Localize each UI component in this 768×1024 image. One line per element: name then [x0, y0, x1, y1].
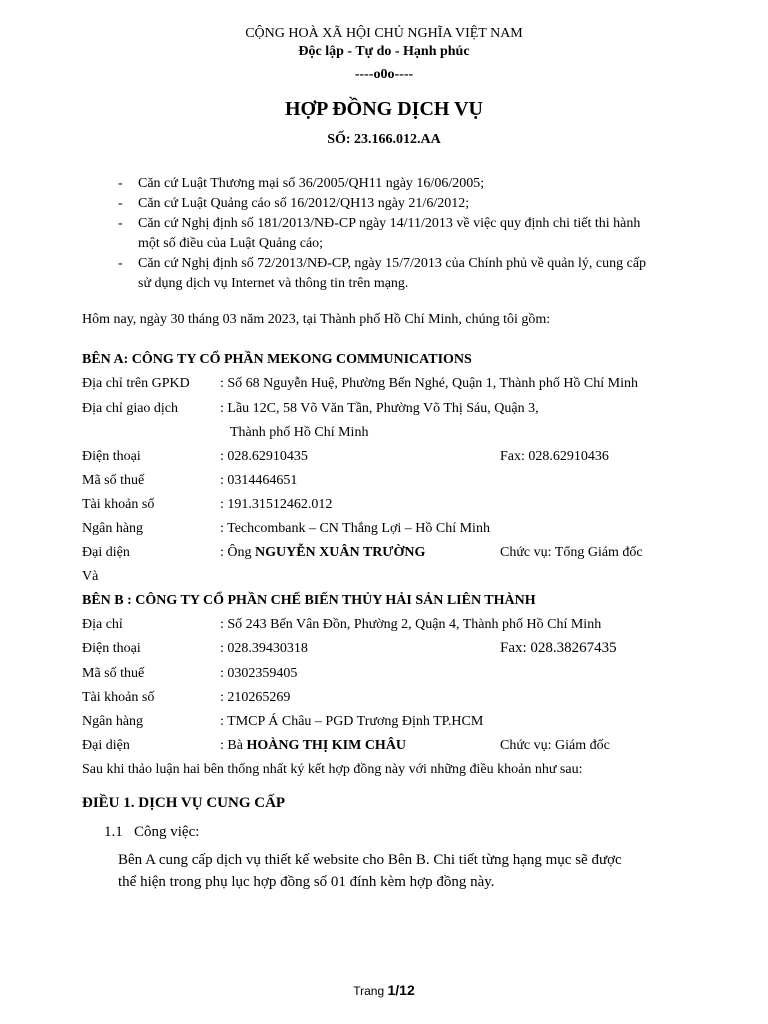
party-b-addr-label: Địa chỉ: [82, 617, 123, 632]
party-b-bank-label: Ngân hàng: [82, 714, 144, 729]
party-a-phone-label: Điện thoại: [82, 449, 141, 464]
header-divider: ----o0o----: [354, 67, 414, 82]
party-a-addr-trade-label: Địa chỉ giao dịch: [82, 401, 179, 416]
party-a-position: Chức vụ: Tổng Giám đốc: [500, 545, 643, 560]
party-a-heading: BÊN A: CÔNG TY CỔ PHẦN MEKONG COMMUNICATIONS: [82, 352, 472, 367]
party-a-addr-trade-cont: Thành phố Hồ Chí Minh: [230, 425, 369, 440]
contract-title: HỢP ĐỒNG DỊCH VỤ: [285, 98, 483, 120]
party-b-tax-label: Mã số thuế: [82, 666, 145, 681]
party-b-account: : 210265269: [220, 690, 291, 705]
party-a-bank-label: Ngân hàng: [82, 521, 144, 536]
party-a-fax: Fax: 028.62910436: [500, 449, 609, 464]
party-b-rep-name: HOÀNG THỊ KIM CHÂU: [246, 738, 407, 753]
party-b-phone-label: Điện thoại: [82, 641, 141, 656]
party-b-bank: : TMCP Á Châu – PGD Trương Định TP.HCM: [220, 714, 484, 729]
party-a-addr-reg: : Số 68 Nguyễn Huệ, Phường Bến Nghé, Quận 1, Thành phố Hồ Chí Minh: [220, 376, 638, 391]
page-number: 1/12: [387, 982, 415, 998]
party-b-tax: : 0302359405: [220, 666, 298, 681]
party-b-rep-prefix: : Bà: [220, 738, 247, 753]
party-a-rep-name: NGUYỄN XUÂN TRƯỜNG: [255, 545, 426, 560]
party-a-phone: : 028.62910435: [220, 449, 308, 464]
article-1-1-number: 1.1: [104, 824, 123, 840]
article-1-heading: ĐIỀU 1. DỊCH VỤ CUNG CẤP: [82, 795, 286, 811]
party-b-rep: [220, 738, 406, 754]
party-a-account: : 191.31512462.012: [220, 497, 333, 512]
party-a-bank: : Techcombank – CN Thắng Lợi – Hồ Chí Minh: [220, 521, 490, 536]
legal-basis-item-cont: sử dụng dịch vụ Internet và thông tin trên mạng.: [138, 276, 409, 291]
party-b-rep-label: Đại diện: [82, 738, 130, 753]
bullet-mark: -: [118, 176, 123, 191]
intro-paragraph: Hôm nay, ngày 30 tháng 03 năm 2023, tại Thành phố Hồ Chí Minh, chúng tôi gồm:: [82, 312, 551, 327]
bullet-mark: -: [118, 196, 123, 211]
bullet-mark: -: [118, 216, 123, 231]
legal-basis-item: Căn cứ Luật Thương mại số 36/2005/QH11 ngày 16/06/2005;: [138, 176, 485, 191]
article-1-1-title: Công việc:: [134, 824, 200, 840]
article-1-1-body-cont: thể hiện trong phụ lục hợp đồng số 01 đính kèm hợp đồng này.: [118, 874, 495, 890]
party-a-rep-prefix: : Ông: [220, 545, 255, 560]
page-footer: [0, 982, 768, 998]
party-b-phone: : 028.39430318: [220, 641, 308, 656]
contract-number: SỐ: 23.166.012.AA: [327, 132, 441, 147]
party-a-addr-trade: : Lầu 12C, 58 Võ Văn Tần, Phường Võ Thị Sáu, Quận 3,: [220, 401, 539, 416]
party-a-rep: [220, 545, 425, 561]
party-b-position: Chức vụ: Giám đốc: [500, 738, 610, 753]
party-b-heading: BÊN B : CÔNG TY CỔ PHẦN CHẾ BIẾN THỦY HẢI SẢN LIÊN THÀNH: [82, 593, 536, 608]
page-label: Trang: [353, 984, 388, 998]
legal-basis-item-cont: một số điều của Luật Quảng cáo;: [138, 236, 324, 251]
country-name: CỘNG HOÀ XÃ HỘI CHỦ NGHĨA VIỆT NAM: [245, 26, 523, 41]
party-a-account-label: Tài khoản số: [82, 497, 155, 512]
agreement-statement: Sau khi thảo luận hai bên thống nhất ký kết hợp đồng này với những điều khoản như sau:: [82, 762, 583, 777]
bullet-mark: -: [118, 256, 123, 271]
national-motto: Độc lập - Tự do - Hạnh phúc: [298, 44, 470, 59]
party-b-account-label: Tài khoản số: [82, 690, 155, 705]
legal-basis-item: Căn cứ Nghị định số 181/2013/NĐ-CP ngày 14/11/2013 về việc quy định chi tiết thi hành: [138, 216, 641, 231]
legal-basis-item: Căn cứ Nghị định số 72/2013/NĐ-CP, ngày 15/7/2013 của Chính phủ về quản lý, cung cấp: [138, 256, 647, 271]
party-a-tax: : 0314464651: [220, 473, 298, 488]
legal-basis-item: Căn cứ Luật Quảng cáo số 16/2012/QH13 ngày 21/6/2012;: [138, 196, 470, 211]
article-1-1-body: Bên A cung cấp dịch vụ thiết kế website cho Bên B. Chi tiết từng hạng mục sẽ được: [118, 852, 622, 868]
and-connector: Và: [82, 569, 99, 584]
party-a-rep-label: Đại diện: [82, 545, 130, 560]
party-a-tax-label: Mã số thuế: [82, 473, 145, 488]
party-a-addr-reg-label: Địa chỉ trên GPKD: [82, 376, 190, 391]
party-b-fax: Fax: 028.38267435: [500, 640, 617, 656]
party-b-addr: : Số 243 Bến Vân Đồn, Phường 2, Quận 4, Thành phố Hồ Chí Minh: [220, 617, 602, 632]
